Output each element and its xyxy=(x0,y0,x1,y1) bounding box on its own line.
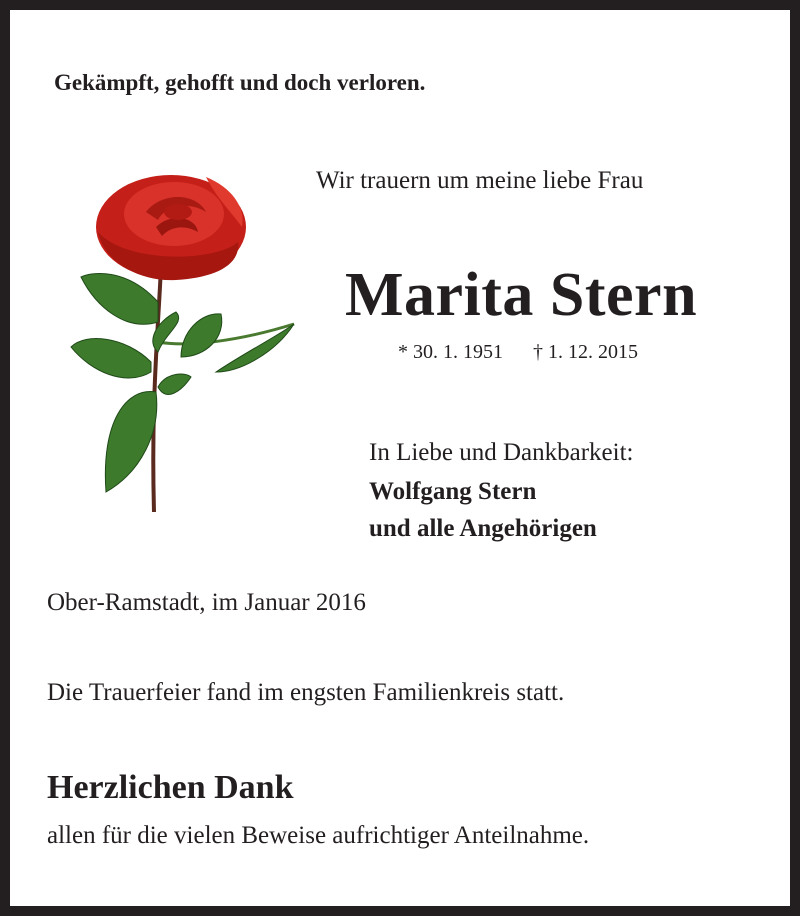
signoff-intro: In Liebe und Dankbarkeit: xyxy=(369,439,634,466)
intro-text: Wir trauern um meine liebe Frau xyxy=(316,167,644,194)
leaf xyxy=(71,339,151,378)
birth-date: * 30. 1. 1951 xyxy=(398,341,503,363)
deceased-name: Marita Stern xyxy=(345,261,698,329)
leaf xyxy=(181,314,222,357)
thanks-heading: Herzlichen Dank xyxy=(47,769,294,806)
thanks-text: allen für die vielen Beweise aufrichtiger Anteilnahme. xyxy=(47,822,590,849)
leaf xyxy=(216,324,294,372)
leaf xyxy=(81,273,158,324)
funeral-note: Die Trauerfeier fand im engsten Familienkreis statt. xyxy=(47,679,565,706)
life-dates xyxy=(398,342,668,362)
leaf xyxy=(158,374,191,394)
headline: Gekämpft, gehofft und doch verloren. xyxy=(54,70,426,95)
leaf xyxy=(105,392,156,492)
place-date: Ober-Ramstadt, im Januar 2016 xyxy=(47,589,366,616)
signoff-family: und alle Angehörigen xyxy=(369,515,597,542)
rose-bloom xyxy=(96,175,246,280)
death-date: † 1. 12. 2015 xyxy=(533,341,638,363)
rose-image xyxy=(66,172,306,517)
signoff-name: Wolfgang Stern xyxy=(369,478,537,505)
